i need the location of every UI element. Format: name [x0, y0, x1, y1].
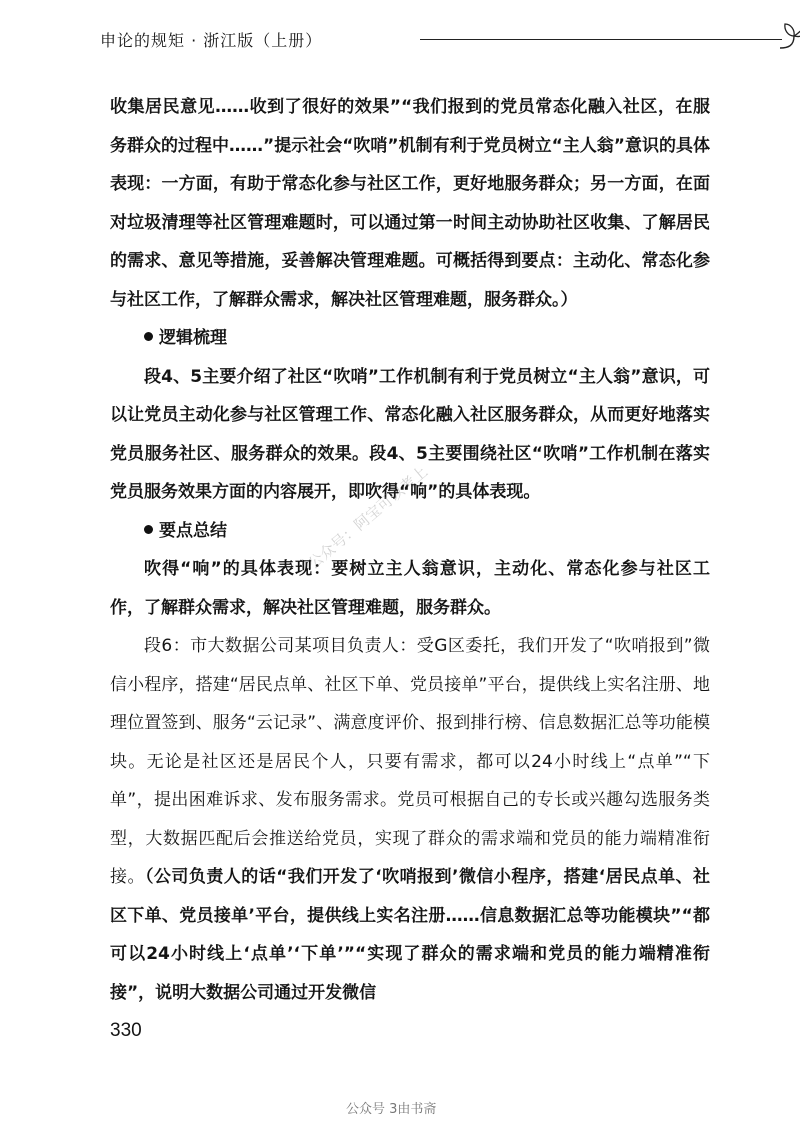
sprout-icon: [776, 18, 800, 52]
running-header: [100, 28, 720, 58]
paragraph: 收集居民意见……收到了很好的效果”“我们报到的党员常态化融入社区，在服务群众的过程中……”提示社会“吹哨”机制有利于党员树立“主人翁”意识的具体表现：一方面，有助于常态化参与社区工作，更好地服务群众；另一方面，在面对垃圾清理等社区管理难题时，可以通过第一时间主动协助社区收集、了解居民的需求、意见等措施，妥善解决管理难题。可概括得到要点：主动化、常态化参与社区工作，了解群众需求，解决社区管理难题，服务群众。）: [110, 97, 710, 310]
footer-stamp: 公众号 3由书斋: [346, 1102, 437, 1117]
body-text: [110, 88, 710, 1012]
watermark: 公众号：阿宝可以考上: [304, 462, 432, 573]
section-heading-summary: [110, 512, 710, 551]
paragraph-analysis: （公司负责人的话“我们开发了‘吹哨报到’微信小程序，搭建‘居民点单、社区下单、党员接单’平台，提供线上实名注册……信息数据汇总等功能模块”“都可以24小时线上‘点单’‘下单’”“实现了群众的需求端和党员的能力端精准衔接”，说明大数据公司通过开发微信: [110, 867, 711, 1003]
paragraph: 段4、5主要介绍了社区“吹哨”工作机制有利于党员树立“主人翁”意识，可以让党员主动化参与社区管理工作、常态化融入社区服务群众，从而更好地落实党员服务社区、服务群众的效果。段4、5主要围绕社区“吹哨”工作机制在落实党员服务效果方面的内容展开，即吹得“响”的具体表现。: [110, 366, 710, 502]
section-heading-label: 要点总结: [159, 520, 227, 541]
section-heading-label: 逻辑梳理: [159, 328, 227, 348]
paragraph: 吹得“响”的具体表现：要树立主人翁意识，主动化、常态化参与社区工作，了解群众需求，解决社区管理难题，服务群众。: [110, 559, 710, 618]
paragraph-plain: 段6：市大数据公司某项目负责人：受G区委托，我们开发了“吹哨报到”微信小程序，搭建“居民点单、社区下单、党员接单”平台，提供线上实名注册、地理位置签到、服务“云记录”、满意度评价、报到排行榜、信息数据汇总等功能模块。无论是社区还是居民个人，只要有需求，都可以24小时线上“点单”“下单”，提出困难诉求、发布服务需求。党员可根据自己的专长或兴趣勾选服务类型，大数据匹配后会推送给党员，实现了群众的需求端和党员的能力端精准衔接。: [110, 636, 710, 887]
bullet-icon: [144, 525, 153, 534]
header-divider: [420, 39, 782, 40]
book-title: 申论的规矩 · 浙江版（上册）: [100, 31, 323, 50]
page-number: 330: [110, 1020, 142, 1041]
paragraph-section-6: [110, 627, 710, 1012]
section-heading-logic: [110, 319, 710, 358]
bullet-icon: [144, 332, 153, 341]
